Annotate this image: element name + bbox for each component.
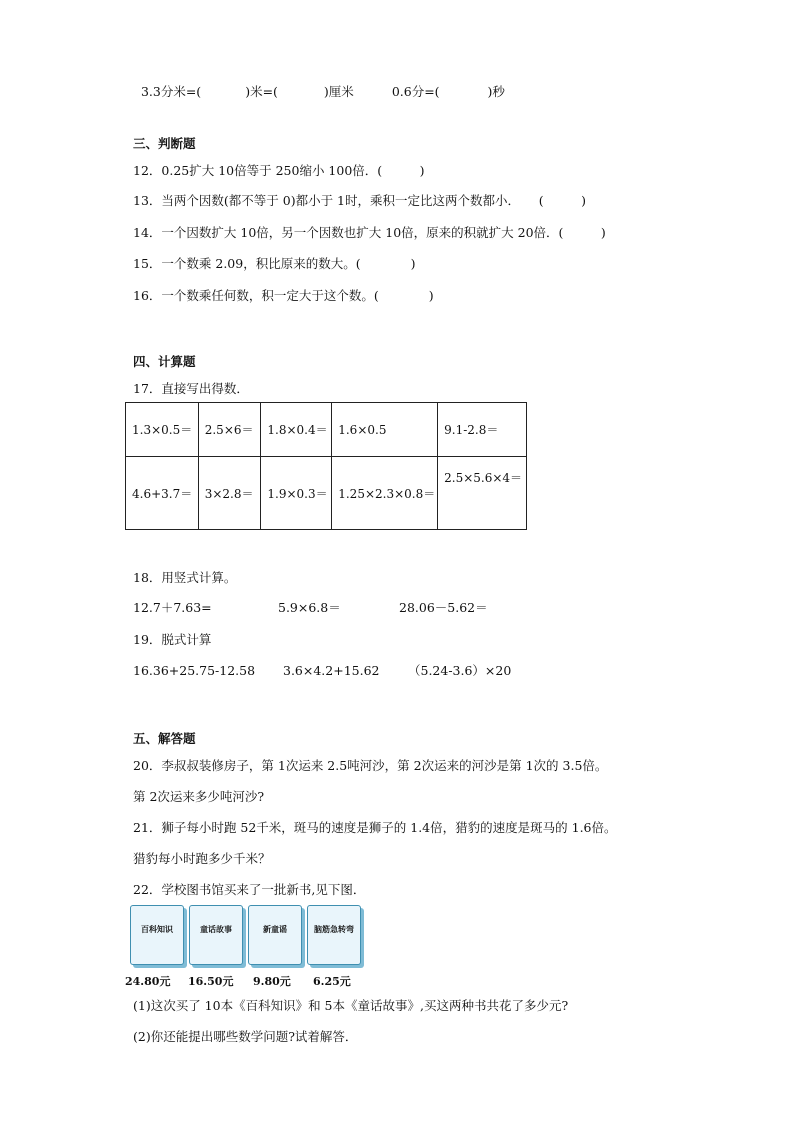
table-cell: 4.6+3.7＝ <box>126 457 199 530</box>
table-cell: 1.3×0.5＝ <box>126 403 199 457</box>
book <box>248 905 302 965</box>
table-cell: 1.25×2.3×0.8＝ <box>332 457 438 530</box>
section3-heading: 三、判断题 <box>133 136 196 151</box>
section5-heading: 五、解答题 <box>133 731 196 746</box>
conversion-question <box>133 68 505 100</box>
question-12: 12．0.25扩大 10倍等于 250缩小 100倍．( ) <box>133 163 425 178</box>
question-13: 13．当两个因数(都不等于 0)都小于 1时，乘积一定比这两个数都小． ( ) <box>133 193 587 208</box>
section4-heading: 四、计算题 <box>133 354 196 369</box>
conversion-part3: )厘米 <box>323 84 354 99</box>
conversion-part2: )米=( <box>245 84 278 99</box>
question-18: 18．用竖式计算。 <box>133 570 237 585</box>
question-15: 15．一个数乘 2.09，积比原来的数大。( ) <box>133 256 416 271</box>
table-cell: 1.9×0.3＝ <box>261 457 332 530</box>
book-price: 24.80元 <box>125 975 171 988</box>
q18-item-2: 5.9×6.8＝ <box>278 600 341 615</box>
question-17: 17．直接写出得数． <box>133 381 249 396</box>
table-cell: 1.8×0.4＝ <box>261 403 332 457</box>
book <box>307 905 361 965</box>
question-22-sub2: (2)你还能提出哪些数学问题?试着解答． <box>133 1029 358 1044</box>
question-14: 14．一个因数扩大 10倍，另一个因数也扩大 10倍，原来的积就扩大 20倍．( ) <box>133 225 606 240</box>
mental-math-table <box>125 402 527 530</box>
q18-item-1: 12.7＋7.63= <box>133 600 212 615</box>
conversion-part1: 3.3分米=( <box>140 84 202 99</box>
table-cell: 9.1-2.8＝ <box>438 403 527 457</box>
q18-item-3: 28.06－5.62＝ <box>399 600 488 615</box>
book <box>189 905 243 965</box>
book-title: 新童谣 <box>263 924 287 934</box>
book-illustration <box>125 905 368 988</box>
table-row <box>126 457 527 530</box>
q19-item-2: 3.6×4.2+15.62 <box>283 663 380 678</box>
question-16: 16．一个数乘任何数，积一定大于这个数。( ) <box>133 288 434 303</box>
book-title: 百科知识 <box>141 924 173 934</box>
question-22: 22．学校图书馆买来了一批新书,见下图． <box>133 882 366 897</box>
question-20-line2: 第 2次运来多少吨河沙? <box>133 789 265 804</box>
question-21-line1: 21．狮子每小时跑 52千米，斑马的速度是狮子的 1.4倍，猎豹的速度是斑马的 1.6倍。 <box>133 820 617 835</box>
question-19: 19．脱式计算 <box>133 632 212 647</box>
question-20-line1: 20．李叔叔装修房子，第 1次运来 2.5吨河沙，第 2次运来的河沙是第 1次的 3.5倍。 <box>133 758 608 773</box>
question-22-sub1: (1)这次买了 10本《百科知识》和 5本《童话故事》,买这两种书共花了多少元? <box>133 998 569 1013</box>
book <box>130 905 184 965</box>
book-title: 脑筋急转弯 <box>314 924 354 934</box>
table-row <box>126 403 527 457</box>
conversion-part5: )秒 <box>487 84 505 99</box>
table-cell: 2.5×5.6×4＝ <box>438 457 527 530</box>
table-cell: 1.6×0.5 <box>332 403 438 457</box>
q19-item-3: （5.24-3.6）×20 <box>408 663 512 678</box>
question-21-line2: 猎豹每小时跑多少千米？ <box>133 851 271 866</box>
book-price: 16.50元 <box>188 975 234 988</box>
book-price: 6.25元 <box>313 975 351 988</box>
book-title: 童话故事 <box>200 924 232 934</box>
table-cell: 2.5×6＝ <box>198 403 261 457</box>
book-price: 9.80元 <box>253 975 291 988</box>
table-cell: 3×2.8＝ <box>198 457 261 530</box>
q19-item-1: 16.36+25.75-12.58 <box>133 663 256 678</box>
conversion-part4: 0.6分=( <box>391 84 440 99</box>
